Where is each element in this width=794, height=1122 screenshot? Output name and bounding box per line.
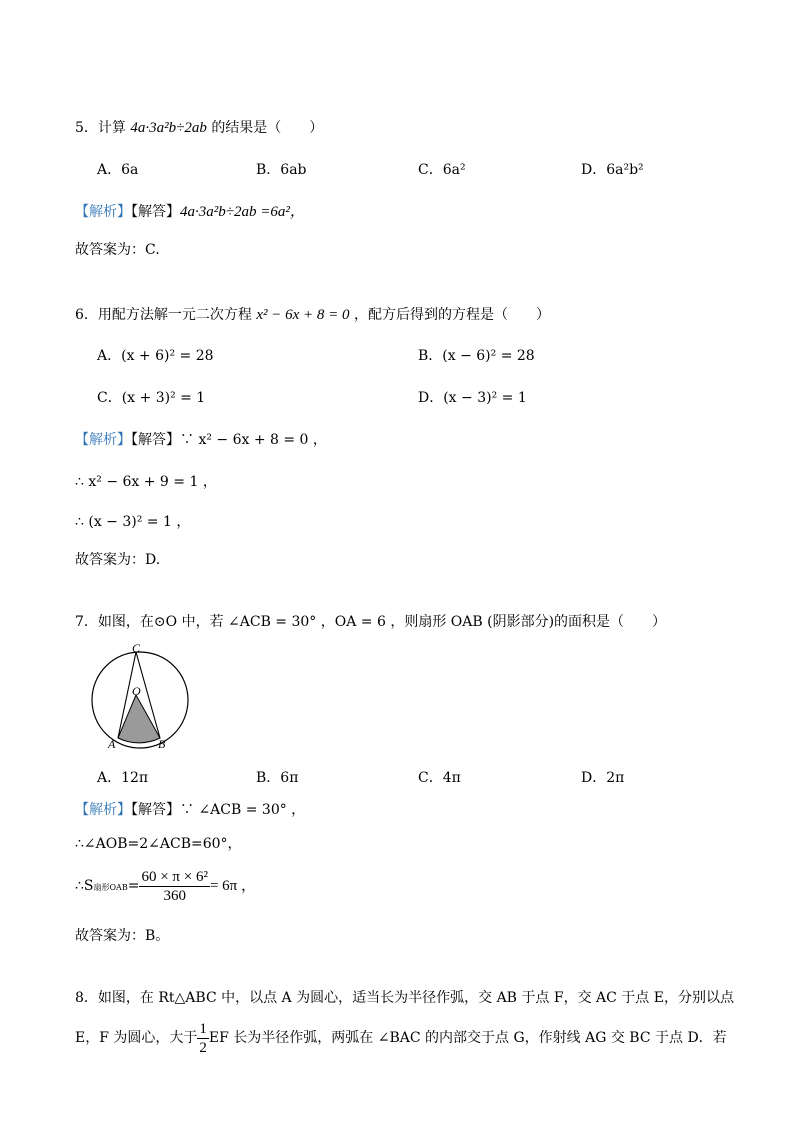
q8-line-1: 8．如图，在 Rt△ABC 中，以点 A 为圆心，适当长为半径作弧，交 AB 于点 F，交 AC 于点 E，分别以点	[75, 990, 734, 1006]
q8-line-2-prefix: E，F 为圆心，大于	[75, 1030, 198, 1046]
label-c: C	[132, 641, 141, 655]
q6-step-1-text: ∵ x² − 6x + 8 = 0 ，	[180, 432, 327, 448]
q6-step-1	[75, 430, 327, 450]
shaded-sector	[118, 695, 160, 743]
q7-area-formula	[75, 866, 256, 908]
q5-stem-prefix: 5．计算	[75, 120, 126, 136]
analysis-tag: 【解析】	[75, 204, 131, 220]
label-a: A	[108, 737, 116, 751]
q8-line-2	[75, 1018, 727, 1058]
q6-stem	[75, 305, 550, 325]
q8-fraction-numerator: 1	[199, 1020, 207, 1037]
label-o: O	[132, 684, 141, 698]
q5-option-a: A．6a	[97, 162, 139, 178]
q7-area-fraction	[139, 868, 210, 905]
q8-line-2-suffix: EF 长为半径作弧，两弧在 ∠BAC 的内部交于点 G，作射线 AG 交 BC 于点 D．若	[208, 1030, 727, 1046]
q5-stem-suffix: 的结果是（ ）	[211, 120, 324, 136]
q7-area-equals: =	[127, 878, 140, 894]
q7-option-d: D．2π	[581, 770, 625, 786]
q7-area-denominator: 360	[163, 887, 186, 904]
q6-option-c: C．(x + 3)² = 1	[97, 390, 206, 406]
q5-solution	[75, 202, 305, 222]
q6-option-a: A．(x + 6)² = 28	[97, 348, 214, 364]
analysis-tag: 【解析】	[75, 802, 131, 818]
q5-option-b: B．6ab	[256, 162, 307, 178]
q5-option-c: C．6a²	[418, 162, 466, 178]
q6-stem-expression: x² − 6x + 8 = 0	[256, 307, 350, 323]
answer-label: 【解答】	[131, 432, 180, 448]
label-b: B	[158, 737, 166, 751]
q6-stem-suffix: ，配方后得到的方程是（ ）	[354, 307, 551, 323]
q6-stem-prefix: 6．用配方法解一元二次方程	[75, 307, 252, 323]
q7-area-numerator: 60 × π × 6²	[141, 868, 208, 885]
answer-label: 【解答】	[131, 204, 180, 220]
q6-step-3: ∴ (x − 3)² = 1 ，	[75, 514, 191, 530]
q7-option-c: C．4π	[418, 770, 461, 786]
answer-label: 【解答】	[131, 802, 180, 818]
q5-stem	[75, 118, 323, 138]
q8-fraction-denominator: 2	[199, 1039, 207, 1056]
analysis-tag: 【解析】	[75, 432, 131, 448]
q6-option-d: D．(x − 3)² = 1	[418, 390, 527, 406]
q7-option-b: B．6π	[256, 770, 299, 786]
q7-area-result: = 6π ，	[209, 878, 256, 894]
q6-step-2: ∴ x² − 6x + 9 = 1 ，	[75, 474, 217, 490]
q5-solution-expression: 4a·3a²b÷2ab =6a²，	[180, 204, 305, 220]
q7-option-a: A．12π	[97, 770, 149, 786]
q5-option-d: D．6a²b²	[581, 162, 644, 178]
q6-conclusion: 故答案为：D.	[75, 552, 161, 568]
q7-step-2: ∴∠AOB=2∠ACB=60°，	[75, 836, 242, 852]
q7-stem: 7．如图，在⊙O 中，若 ∠ACB = 30° ，OA = 6 ，则扇形 OAB (阴影部分)的面积是（ ）	[75, 614, 667, 630]
circle-sector-figure	[80, 640, 200, 755]
q5-stem-expression: 4a·3a²b÷2ab	[130, 120, 207, 136]
q5-conclusion: 故答案为：C.	[75, 242, 160, 258]
q8-half-fraction	[197, 1020, 209, 1057]
q7-step-1-text: ∵ ∠ACB = 30° ，	[180, 802, 306, 818]
q7-area-subscript: 扇形OAB	[93, 883, 128, 892]
q7-conclusion: 故答案为：B。	[75, 928, 170, 944]
q7-area-prefix: ∴S	[75, 878, 94, 894]
q7-step-1	[75, 800, 305, 820]
q6-option-b: B．(x − 6)² = 28	[418, 348, 535, 364]
